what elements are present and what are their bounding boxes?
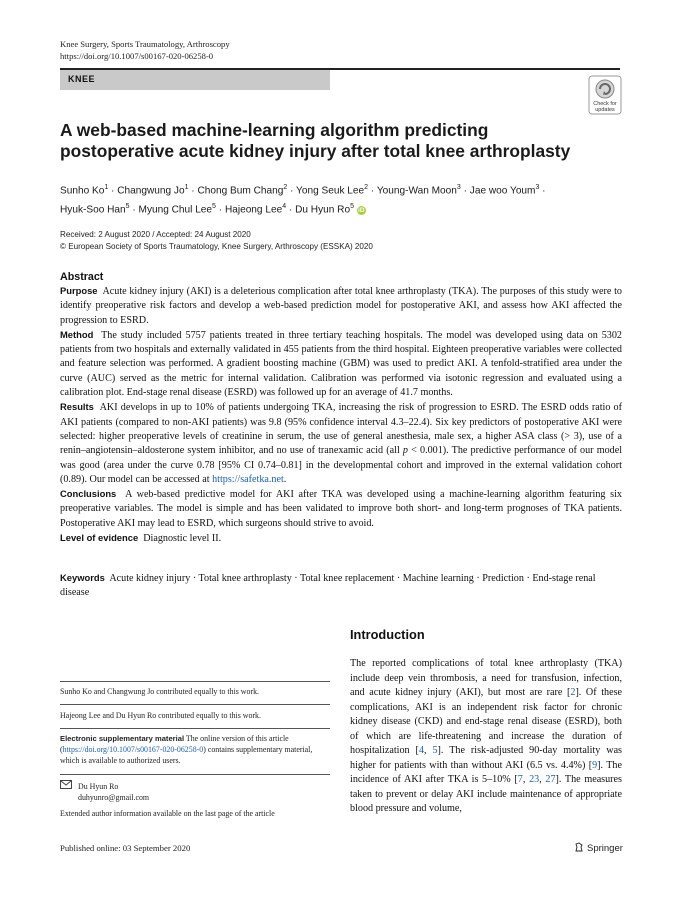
citation-link[interactable]: 7 bbox=[517, 774, 523, 785]
footnote-rule bbox=[60, 681, 330, 682]
esm-text: The online version of this article ( bbox=[60, 734, 289, 754]
footnote-rule bbox=[60, 704, 330, 705]
svg-text:updates: updates bbox=[595, 107, 615, 113]
springer-logo bbox=[574, 842, 623, 854]
journal-name: Knee Surgery, Sports Traumatology, Arthroscopy bbox=[60, 39, 230, 49]
author-affiliation: 1 bbox=[184, 184, 189, 191]
published-online: Published online: 03 September 2020 bbox=[60, 843, 191, 853]
loe-text: Diagnostic level II. bbox=[143, 533, 222, 545]
doi-link[interactable]: https://doi.org/10.1007/s00167-020-06258-0 bbox=[60, 50, 214, 61]
author-affiliation: 5 bbox=[212, 203, 216, 211]
author-list: Sunho $Ko^1$ · Changwung $Jo^1$ · Chong Bum Chang$^2$ · Yong Seuk Lee$^2$ · Young-Wan Moon$^3$ · Jae woo Youm$^3$ · Hyuk-Soo Han$^5$ · Myung Chul Lee$^5$ · Hajeong Lee$^4$ · Du Hyun Ro$^5$ iD bbox=[60, 184, 546, 216]
copyright: © European Society of Sports Traumatology, Knee Surgery, Arthroscopy (ESSKA) 2020 bbox=[60, 242, 373, 251]
author-affiliation: 5 bbox=[350, 203, 354, 211]
corresponding-author bbox=[60, 780, 330, 803]
method-text: The study included 5757 patients treated in three tertiary teaching hospitals. The model was developed using data on 5302 patients from two hospitals and externally validated in 455 patients from the third hospital. Eighteen preoperative variables were collected and feature selection was performed. A gradient boosting machine (GBM) was used to predict AKI. A tenfold-stratified area under the curve (AUC) served as the metric for internal validation. Calibration was performed via isotonic regression and evaluated using a calibration plot. End-stage renal disease (ESRD) was followed up for an average of 41.7 months. bbox=[60, 329, 622, 399]
citation-link[interactable]: 27 bbox=[545, 774, 556, 785]
citation-link[interactable]: 23 bbox=[529, 774, 540, 785]
abstract-loe bbox=[60, 531, 622, 546]
received-accepted: Received: 2 August 2020 / Accepted: 24 August 2020 bbox=[60, 230, 251, 239]
author[interactable]: Chong Bum Chang bbox=[197, 185, 284, 197]
abstract-results bbox=[60, 400, 622, 487]
contact-email[interactable]: duhyunro@gmail.com bbox=[78, 793, 150, 802]
publisher-name: Springer bbox=[587, 843, 623, 854]
check-for-updates-icon bbox=[588, 75, 622, 115]
intro-text: , bbox=[522, 774, 530, 785]
article-dates bbox=[60, 229, 373, 253]
intro-text: ]. The incidence of AKI after TKA is 5–10% [ bbox=[350, 759, 622, 785]
abstract-heading: Abstract bbox=[60, 271, 104, 283]
introduction-heading: Introduction bbox=[350, 627, 425, 642]
esm-text: ) contains supplementary material, which is available to authorized users. bbox=[60, 745, 313, 765]
keywords-label: Keywords bbox=[60, 572, 105, 583]
author[interactable]: Du Hyun Ro bbox=[295, 204, 351, 216]
safetka-link[interactable]: https://safetka.net bbox=[212, 473, 284, 485]
abstract-purpose bbox=[60, 284, 622, 328]
results-text: AKI develops in up to 10% of patients undergoing TKA, increasing the risk of progression to ESRD. The ESRD odds ratio of AKI patients (compared to non-AKI patients) was 9.8 (95% confidence interval 4.3–22.4). Six key predictors of postoperative AKI were selected: higher preoperative levels of creatinine in serum, the use of general anesthesia, male sex, a higher ASA class (> 3), use of a renin–angiotensin–aldosterone system inhibitor, and no use of tranexamic acid (all bbox=[60, 402, 622, 457]
citation-link[interactable]: 5 bbox=[432, 745, 438, 756]
author[interactable]: Changwung Jo bbox=[117, 185, 185, 197]
orcid-icon[interactable]: iD bbox=[358, 206, 365, 214]
article-title: A web-based machine-learning algorithm predicting postoperative acute kidney injury after total knee arthroplasty bbox=[60, 120, 571, 161]
author-affiliation: 4 bbox=[282, 203, 287, 211]
author[interactable]: Jae woo Youm bbox=[469, 185, 536, 197]
abstract-method bbox=[60, 328, 622, 400]
author[interactable]: Myung Chul Lee bbox=[138, 204, 213, 216]
citation-link[interactable]: 4 bbox=[418, 745, 424, 756]
keywords-text: Acute kidney injury · Total knee arthroplasty · Total knee replacement · Machine learning · Prediction · End-stage renal disease bbox=[60, 573, 596, 599]
author-affiliation: 1 bbox=[104, 184, 109, 191]
journal-header bbox=[60, 39, 230, 62]
footnote-rule bbox=[60, 728, 330, 729]
keywords bbox=[60, 571, 622, 601]
introduction-text bbox=[350, 657, 622, 817]
footnote-rule bbox=[60, 774, 330, 775]
purpose-label: Purpose bbox=[60, 285, 98, 296]
envelope-icon bbox=[60, 780, 72, 789]
author[interactable]: Sunho Ko bbox=[60, 185, 105, 197]
section-label: KNEE bbox=[68, 74, 96, 84]
intro-text: ]. The measures taken to prevent or delay AKI include maintenance of appropriate blood pressure and volume, bbox=[350, 774, 622, 814]
springer-horse-icon bbox=[574, 842, 584, 852]
footnote-equal-contribution-1: Sunho Ko and Changwung Jo contributed equally to this work. bbox=[60, 687, 259, 696]
citation-link[interactable]: 2 bbox=[570, 687, 576, 698]
extended-author-info: Extended author information available on the last page of the article bbox=[60, 809, 275, 818]
purpose-text: Acute kidney injury (AKI) is a deleterious complication after total knee arthroplasty (TKA). The purposes of this study were to identify preoperative risk factors and develop a web-based prediction model for postoperative AKI, and assess how AKI affected the progression to ESRD. bbox=[60, 286, 622, 326]
intro-text: ]. The risk-adjusted 90-day mortality was higher for patients with than without AKI (6.5 vs. 4.4%) [ bbox=[350, 745, 622, 771]
conclusions-label: Conclusions bbox=[60, 488, 117, 500]
footnote-equal-contribution-2: Hajeong Lee and Du Hyun Ro contributed equally to this work. bbox=[60, 711, 261, 720]
intro-text: , bbox=[539, 774, 546, 785]
conclusions-text: A web-based predictive model for AKI after TKA was developed using a machine-learning algorithm featuring six preoperative variables. The model is simple and has been validated to improve both short- and long-term prognoses of TKA patients. Postoperative AKI may lead to ESRD, which surgeons should strive to avoid. bbox=[60, 489, 622, 529]
author-affiliation: 2 bbox=[283, 184, 288, 191]
method-label: Method bbox=[60, 328, 94, 340]
contact-name: Du Hyun Ro bbox=[78, 782, 119, 791]
abstract-body bbox=[60, 284, 622, 546]
author[interactable]: Hyuk-Soo Han bbox=[60, 204, 126, 216]
author-affiliation: 2 bbox=[364, 184, 369, 191]
results-label: Results bbox=[60, 401, 94, 413]
loe-label: Level of evidence bbox=[60, 532, 139, 544]
section-bar bbox=[60, 70, 330, 90]
author[interactable]: Hajeong Lee bbox=[224, 204, 283, 216]
author-affiliation: 3 bbox=[456, 184, 461, 191]
intro-text: The reported complications of total knee arthroplasty (TKA) include deep vein thrombosis, a need for transfusion, infection, and acute kidney injury (AKI), but most are rare [ bbox=[350, 658, 622, 698]
esm-doi-link[interactable]: https://doi.org/10.1007/s00167-020-06258-0 bbox=[62, 745, 204, 754]
svg-text:Check for: Check for bbox=[593, 101, 617, 107]
author-affiliation: 5 bbox=[125, 203, 130, 211]
footnote-esm bbox=[60, 733, 330, 766]
citation-link[interactable]: 9 bbox=[592, 759, 598, 771]
abstract-conclusions bbox=[60, 487, 622, 531]
results-end: . bbox=[283, 473, 287, 485]
check-for-updates-badge[interactable] bbox=[588, 75, 622, 115]
results-text-cont: < 0.001). The predictive performance of our model was good (area under the curve 0.78 [95% CI 0.74–0.81] in the developmental cohort and improved in the external validation cohort (0.89). Our model can be accessed at bbox=[60, 445, 623, 485]
intro-text: ]. Of these complications, AKI is an independent risk factor for chronic kidney disease (CKD) and end-stage renal disease (ESRD), both of which are life-threatening and increase the duration of hospitalization [ bbox=[350, 687, 623, 756]
p-symbol: p bbox=[402, 445, 408, 457]
esm-label: Electronic supplementary material bbox=[60, 734, 185, 743]
author[interactable]: Young-Wan Moon bbox=[376, 185, 457, 197]
author-affiliation: 3 bbox=[535, 184, 540, 191]
intro-text: , bbox=[424, 745, 433, 756]
author[interactable]: Yong Seuk Lee bbox=[296, 185, 365, 197]
